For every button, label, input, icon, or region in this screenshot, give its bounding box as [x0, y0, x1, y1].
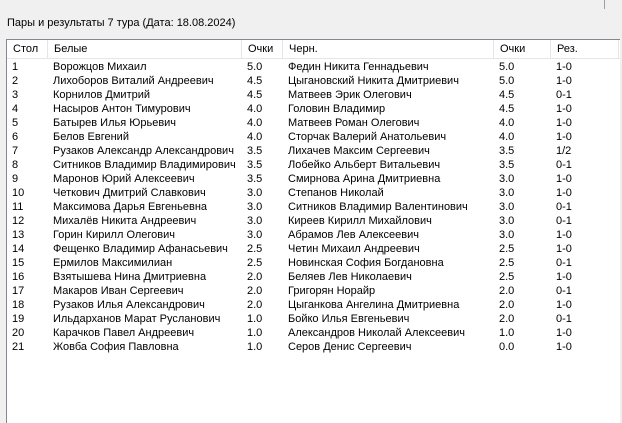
white-points-cell: 2.0	[247, 299, 263, 311]
white-player-cell: Рузаков Илья Александрович	[53, 299, 205, 311]
table-row[interactable]	[7, 144, 620, 158]
table-row[interactable]	[7, 312, 620, 326]
white-player-cell: Ермилов Максимилиан	[53, 257, 173, 269]
black-points-cell: 2.5	[499, 257, 515, 269]
result-cell: 1-0	[556, 229, 572, 241]
table-row[interactable]	[7, 298, 620, 312]
table-row[interactable]	[7, 214, 620, 228]
board-cell: 3	[12, 89, 19, 101]
board-cell: 6	[12, 131, 19, 143]
result-cell: 1-0	[556, 131, 572, 143]
black-points-cell: 3.0	[499, 215, 515, 227]
column-header-result[interactable]: Рез.	[551, 40, 619, 58]
result-cell: 0-1	[556, 215, 572, 227]
white-points-cell: 1.0	[247, 341, 263, 353]
board-cell: 4	[12, 103, 19, 115]
column-header-white-points[interactable]: Очки	[242, 40, 283, 58]
black-points-cell: 4.0	[499, 131, 515, 143]
black-points-cell: 5.0	[499, 75, 515, 87]
black-player-cell: Сторчак Валерий Анатольевич	[288, 131, 447, 143]
black-points-cell: 2.0	[499, 285, 515, 297]
table-row[interactable]	[7, 326, 620, 340]
black-points-cell: 2.0	[499, 299, 515, 311]
board-cell: 7	[12, 145, 19, 157]
table-row[interactable]	[7, 116, 620, 130]
white-player-cell: Карачков Павел Андреевич	[53, 327, 195, 339]
black-player-cell: Цыганкова Ангелина Дмитриевна	[288, 299, 460, 311]
board-cell: 8	[12, 159, 19, 171]
white-points-cell: 2.5	[247, 243, 263, 255]
column-header-board[interactable]: Стол	[7, 40, 48, 58]
white-player-cell: Фещенко Владимир Афанасьевич	[53, 243, 228, 255]
result-cell: 1-0	[556, 271, 572, 283]
white-player-cell: Рузаков Александр Александрович	[53, 145, 234, 157]
white-player-cell: Белов Евгений	[53, 131, 129, 143]
table-row[interactable]	[7, 102, 620, 116]
black-points-cell: 0.0	[499, 341, 515, 353]
table-row[interactable]	[7, 242, 620, 256]
board-cell: 13	[12, 229, 25, 241]
white-points-cell: 1.0	[247, 313, 263, 325]
black-points-cell: 3.0	[499, 201, 515, 213]
black-points-cell: 4.0	[499, 117, 515, 129]
white-points-cell: 4.0	[247, 131, 263, 143]
board-cell: 14	[12, 243, 25, 255]
black-points-cell: 3.0	[499, 187, 515, 199]
table-row[interactable]	[7, 130, 620, 144]
result-cell: 1-0	[556, 327, 572, 339]
white-points-cell: 3.0	[247, 201, 263, 213]
white-player-cell: Горин Кирилл Олегович	[53, 229, 176, 241]
pairings-table[interactable]	[6, 39, 620, 423]
white-points-cell: 3.0	[247, 215, 263, 227]
result-cell: 1-0	[556, 117, 572, 129]
table-row[interactable]	[7, 228, 620, 242]
board-cell: 18	[12, 299, 25, 311]
black-points-cell: 1.0	[499, 327, 515, 339]
result-cell: 1-0	[556, 243, 572, 255]
black-player-cell: Бойко Илья Евгеньевич	[288, 313, 410, 325]
white-points-cell: 5.0	[247, 61, 263, 73]
result-cell: 1-0	[556, 299, 572, 311]
white-player-cell: Жовба София Павловна	[53, 341, 179, 353]
table-header	[7, 40, 620, 59]
board-cell: 11	[12, 201, 24, 213]
black-points-cell: 2.5	[499, 243, 515, 255]
result-cell: 1/2	[556, 145, 572, 157]
white-points-cell: 4.0	[247, 103, 263, 115]
black-player-cell: Головин Владимир	[288, 103, 386, 115]
table-row[interactable]	[7, 88, 620, 102]
black-player-cell: Александров Николай Алексеевич	[288, 327, 465, 339]
black-player-cell: Матвеев Роман Олегович	[288, 117, 420, 129]
black-points-cell: 4.5	[499, 89, 515, 101]
black-player-cell: Григорян Норайр	[288, 285, 376, 297]
result-cell: 0-1	[556, 313, 572, 325]
black-points-cell: 3.5	[499, 145, 515, 157]
black-points-cell: 5.0	[499, 61, 515, 73]
black-player-cell: Ситников Владимир Валентинович	[288, 201, 468, 213]
black-player-cell: Киреев Кирилл Михайлович	[288, 215, 432, 227]
black-player-cell: Серов Денис Сергеевич	[288, 341, 412, 353]
result-cell: 0-1	[556, 159, 572, 171]
white-points-cell: 4.5	[247, 89, 263, 101]
board-cell: 21	[12, 341, 25, 353]
black-player-cell: Федин Никита Геннадьевич	[288, 61, 429, 73]
white-player-cell: Взятышева Нина Дмитриевна	[53, 271, 207, 283]
black-points-cell: 3.5	[499, 159, 515, 171]
table-row[interactable]	[7, 172, 620, 186]
board-cell: 15	[12, 257, 25, 269]
white-points-cell: 3.5	[247, 159, 263, 171]
black-points-cell: 4.5	[499, 103, 515, 115]
result-cell: 1-0	[556, 61, 572, 73]
splitter-handle[interactable]	[604, 0, 605, 9]
white-player-cell: Максимова Дарья Евгеньевна	[53, 201, 208, 213]
table-row[interactable]	[7, 186, 620, 200]
table-row[interactable]	[7, 256, 620, 270]
table-row[interactable]	[7, 200, 620, 214]
table-row[interactable]	[7, 60, 620, 74]
black-points-cell: 3.0	[499, 173, 515, 185]
white-points-cell: 2.5	[247, 257, 263, 269]
table-row[interactable]	[7, 340, 620, 354]
board-cell: 9	[12, 173, 19, 185]
window-top-strip	[0, 0, 622, 9]
white-player-cell: Михалёв Никита Андреевич	[53, 215, 197, 227]
column-header-black-points[interactable]: Очки	[494, 40, 551, 58]
white-points-cell: 3.0	[247, 229, 263, 241]
result-cell: 1-0	[556, 103, 572, 115]
result-cell: 1-0	[556, 173, 572, 185]
result-cell: 0-1	[556, 89, 572, 101]
black-player-cell: Матвеев Эрик Олегович	[288, 89, 412, 101]
board-cell: 19	[12, 313, 25, 325]
board-cell: 17	[12, 285, 25, 297]
white-points-cell: 3.5	[247, 145, 263, 157]
page-title: Пары и результаты 7 тура (Дата: 18.08.2024)	[7, 17, 236, 29]
black-points-cell: 3.0	[499, 229, 515, 241]
board-cell: 10	[12, 187, 25, 199]
column-header-black[interactable]: Черн.	[283, 40, 494, 58]
board-cell: 16	[12, 271, 25, 283]
black-player-cell: Беляев Лев Николаевич	[288, 271, 412, 283]
board-cell: 1	[12, 61, 19, 73]
black-player-cell: Четин Михаил Андреевич	[288, 243, 420, 255]
result-cell: 1-0	[556, 187, 572, 199]
white-points-cell: 4.0	[247, 117, 263, 129]
white-player-cell: Четкович Дмитрий Славкович	[53, 187, 206, 199]
board-cell: 2	[12, 75, 19, 87]
result-cell: 0-1	[556, 201, 572, 213]
white-points-cell: 3.0	[247, 187, 263, 199]
table-row[interactable]	[7, 270, 620, 284]
white-points-cell: 3.5	[247, 173, 263, 185]
white-player-cell: Насыров Антон Тимурович	[53, 103, 191, 115]
black-player-cell: Абрамов Лев Алексеевич	[288, 229, 419, 241]
white-player-cell: Ворожцов Михаил	[53, 61, 147, 73]
black-player-cell: Смирнова Арина Дмитриевна	[288, 173, 441, 185]
white-player-cell: Ильдарханов Марат Русланович	[53, 313, 221, 325]
black-player-cell: Лобейко Альберт Витальевич	[288, 159, 441, 171]
black-player-cell: Цыгановский Никита Дмитриевич	[288, 75, 459, 87]
table-row[interactable]	[7, 74, 620, 88]
board-cell: 5	[12, 117, 19, 129]
board-cell: 12	[12, 215, 25, 227]
black-player-cell: Степанов Николай	[288, 187, 384, 199]
result-cell: 1-0	[556, 341, 572, 353]
result-cell: 1-0	[556, 75, 572, 87]
white-player-cell: Батырев Илья Юрьевич	[53, 117, 177, 129]
white-player-cell: Корнилов Дмитрий	[53, 89, 151, 101]
result-cell: 0-1	[556, 257, 572, 269]
white-points-cell: 2.0	[247, 285, 263, 297]
white-points-cell: 1.0	[247, 327, 263, 339]
black-player-cell: Лихачев Максим Сергеевич	[288, 145, 430, 157]
white-player-cell: Маронов Юрий Алексеевич	[53, 173, 195, 185]
white-player-cell: Макаров Иван Сергеевич	[53, 285, 184, 297]
white-points-cell: 4.5	[247, 75, 263, 87]
black-points-cell: 2.0	[499, 313, 515, 325]
result-cell: 0-1	[556, 285, 572, 297]
white-points-cell: 2.0	[247, 271, 263, 283]
black-points-cell: 2.5	[499, 271, 515, 283]
table-row[interactable]	[7, 158, 620, 172]
column-header-white[interactable]: Белые	[48, 40, 242, 58]
board-cell: 20	[12, 327, 25, 339]
white-player-cell: Лихоборов Виталий Андреевич	[53, 75, 214, 87]
black-player-cell: Новинская София Богдановна	[288, 257, 444, 269]
table-row[interactable]	[7, 284, 620, 298]
white-player-cell: Ситников Владимир Владимирович	[53, 159, 236, 171]
